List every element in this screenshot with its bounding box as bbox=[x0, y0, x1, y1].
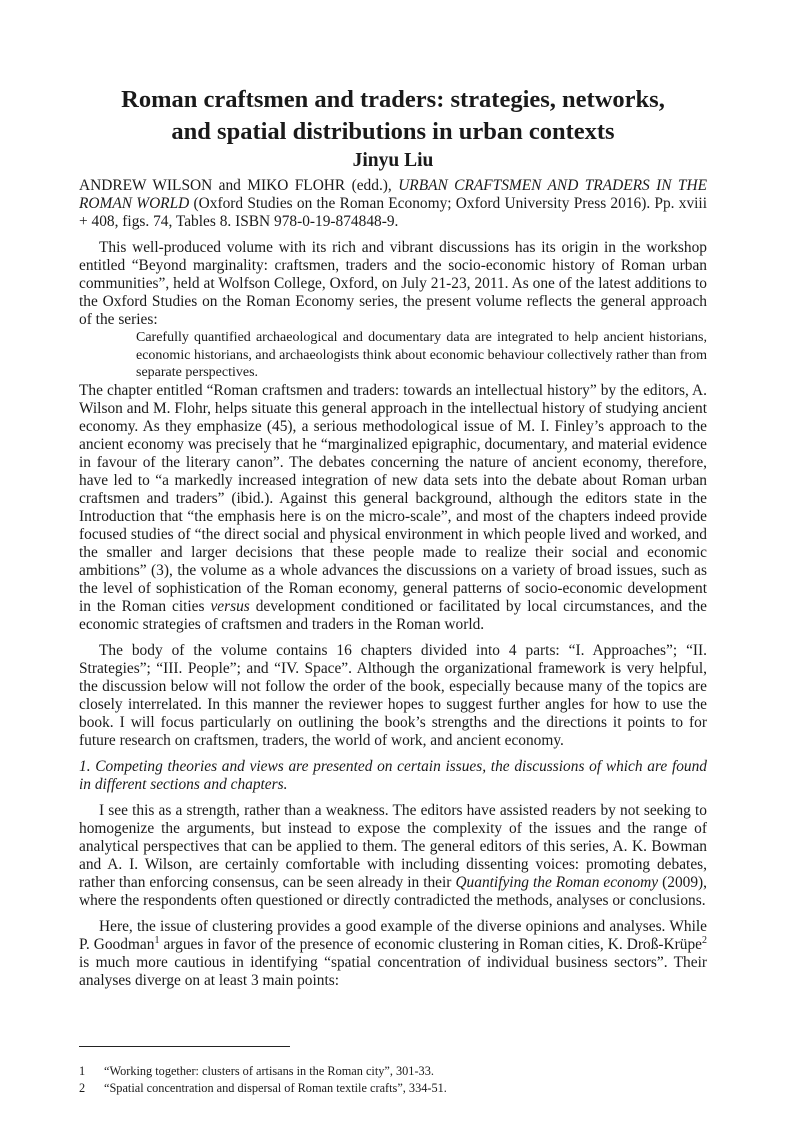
text-segment: argues in favor of the presence of economic clustering in Roman cities, K. Droß-Krüpe bbox=[159, 935, 702, 953]
paragraph bbox=[79, 642, 707, 750]
footnote-number: 2 bbox=[79, 1081, 86, 1095]
text-segment: This well-produced volume with its rich and vibrant discussions has its origin in the workshop entitled “Beyond marginality: craftsmen, traders and the socio-economic history of Roman urban communities”, held at Wolfson College, Oxford, on July 21-23, 2011. As one of the latest additions to the Oxford Studies on the Roman Economy series, the present volume reflects the general approach of the series: bbox=[79, 239, 707, 328]
book-reference bbox=[79, 177, 707, 231]
footnote bbox=[79, 1080, 707, 1097]
text-segment: 1. Competing theories and views are presented on certain issues, the discussions of which are found in different sections and chapters. bbox=[79, 757, 707, 793]
article-body bbox=[79, 177, 707, 990]
footnote-marker[interactable]: 1 bbox=[154, 934, 160, 946]
footnote bbox=[79, 1063, 707, 1080]
paragraph bbox=[79, 918, 707, 990]
text-segment: (2009), where the respondents often questioned or directly contradicted the methods, analyses or conclusions. bbox=[79, 873, 708, 909]
text-segment: Here, the issue of clustering provides a good example of the diverse opinions and analyses. While P. Goodman bbox=[79, 917, 707, 953]
paragraph bbox=[79, 382, 707, 634]
text-segment: (Oxford Studies on the Roman Economy; Oxford University Press 2016). Pp. xviii + 408, figs. 74, Tables 8. ISBN 978-0-19-874848-9. bbox=[79, 195, 707, 230]
text-segment: The body of the volume contains 16 chapters divided into 4 parts: “I. Approaches”; “II. Strategies”; “III. People”; and “IV. Space”. Although the organizational framework is very helpful, the discussion below will not follow the order of the book, especially because many of the topics are closely interrelated. In this manner the reviewer hopes to suggest further angles for how to use the book. I will focus particularly on outlining the book’s strengths and the directions it points to for future research on craftsmen, traders, the world of work, and ancient economy. bbox=[79, 641, 707, 749]
title-line: and spatial distributions in urban contexts bbox=[171, 118, 615, 145]
text-segment: versus bbox=[210, 597, 250, 615]
author-name: Jinyu Liu bbox=[352, 150, 434, 171]
paragraph bbox=[79, 802, 707, 910]
block-quote bbox=[136, 329, 707, 382]
footnote-text: “Working together: clusters of artisans in the Roman city”, 301-33. bbox=[104, 1064, 434, 1078]
paragraph bbox=[79, 239, 707, 329]
review-page bbox=[79, 84, 707, 990]
article-title bbox=[79, 84, 707, 148]
text-segment: I see this as a strength, rather than a weakness. The editors have assisted readers by not seeking to homogenize the arguments, but instead to expose the complexity of the issues and the range of analytical perspectives that can be applied to them. The general editors of this series, A. K. Bowman and A. I. Wilson, are certainly comfortable with including dissenting voices: promoting debates, rather than enforcing consensus, can be seen already in their bbox=[79, 801, 707, 891]
footnote-marker[interactable]: 2 bbox=[702, 934, 707, 946]
footnote-number: 1 bbox=[79, 1064, 86, 1078]
footnote-divider bbox=[79, 1046, 290, 1047]
text-segment: Carefully quantified archaeological and documentary data are integrated to help ancient historians, economic historians, and archaeologists think about economic behaviour collectively rather than from separate perspectives. bbox=[136, 330, 707, 380]
text-segment: is much more cautious in identifying “spatial concentration of individual business sectors”. Their analyses diverge on at least 3 main points: bbox=[79, 953, 707, 989]
footnotes bbox=[79, 1063, 707, 1097]
text-segment: The chapter entitled “Roman craftsmen and traders: towards an intellectual history” by the editors, A. Wilson and M. Flohr, helps situate this general approach in the intellectual history of studying ancient economy. As they emphasize (45), a serious methodological issue of M. I. Finley’s approach to the ancient economy was precisely that he “marginalized epigraphic, documentary, and material evidence in favour of the literary canon”. The debates concerning the nature of ancient economy, therefore, have led to “a markedly increased integration of new data sets into the debate about Roman urban craftsmen and traders” (ibid.). Against this general background, although the editors state in the Introduction that “the emphasis here is on the micro-scale”, and most of the chapters indeed provide focused studies of “the direct social and physical environment in which people lived and worked, and the smaller and larger decisions that these people made to realize their social and economic ambitions” (3), the volume as a whole advances the discussions on a variety of broad issues, such as the level of sophistication of the Roman economy, general patterns of socio-economic development in the Roman cities bbox=[79, 381, 707, 615]
footnote-text: “Spatial concentration and dispersal of Roman textile crafts”, 334-51. bbox=[104, 1081, 447, 1095]
title-line: Roman craftsmen and traders: strategies, networks, bbox=[121, 86, 665, 113]
text-segment: development conditioned or facilitated by local circumstances, and the economic strategies of craftsmen and traders in the Roman world. bbox=[79, 597, 707, 633]
text-segment: ANDREW WILSON and MIKO FLOHR (edd.), bbox=[79, 177, 399, 194]
text-segment: Quantifying the Roman economy bbox=[455, 873, 659, 891]
text-segment: URBAN CRAFTSMEN AND TRADERS IN THE ROMAN WORLD bbox=[79, 177, 707, 212]
paragraph bbox=[79, 758, 707, 794]
